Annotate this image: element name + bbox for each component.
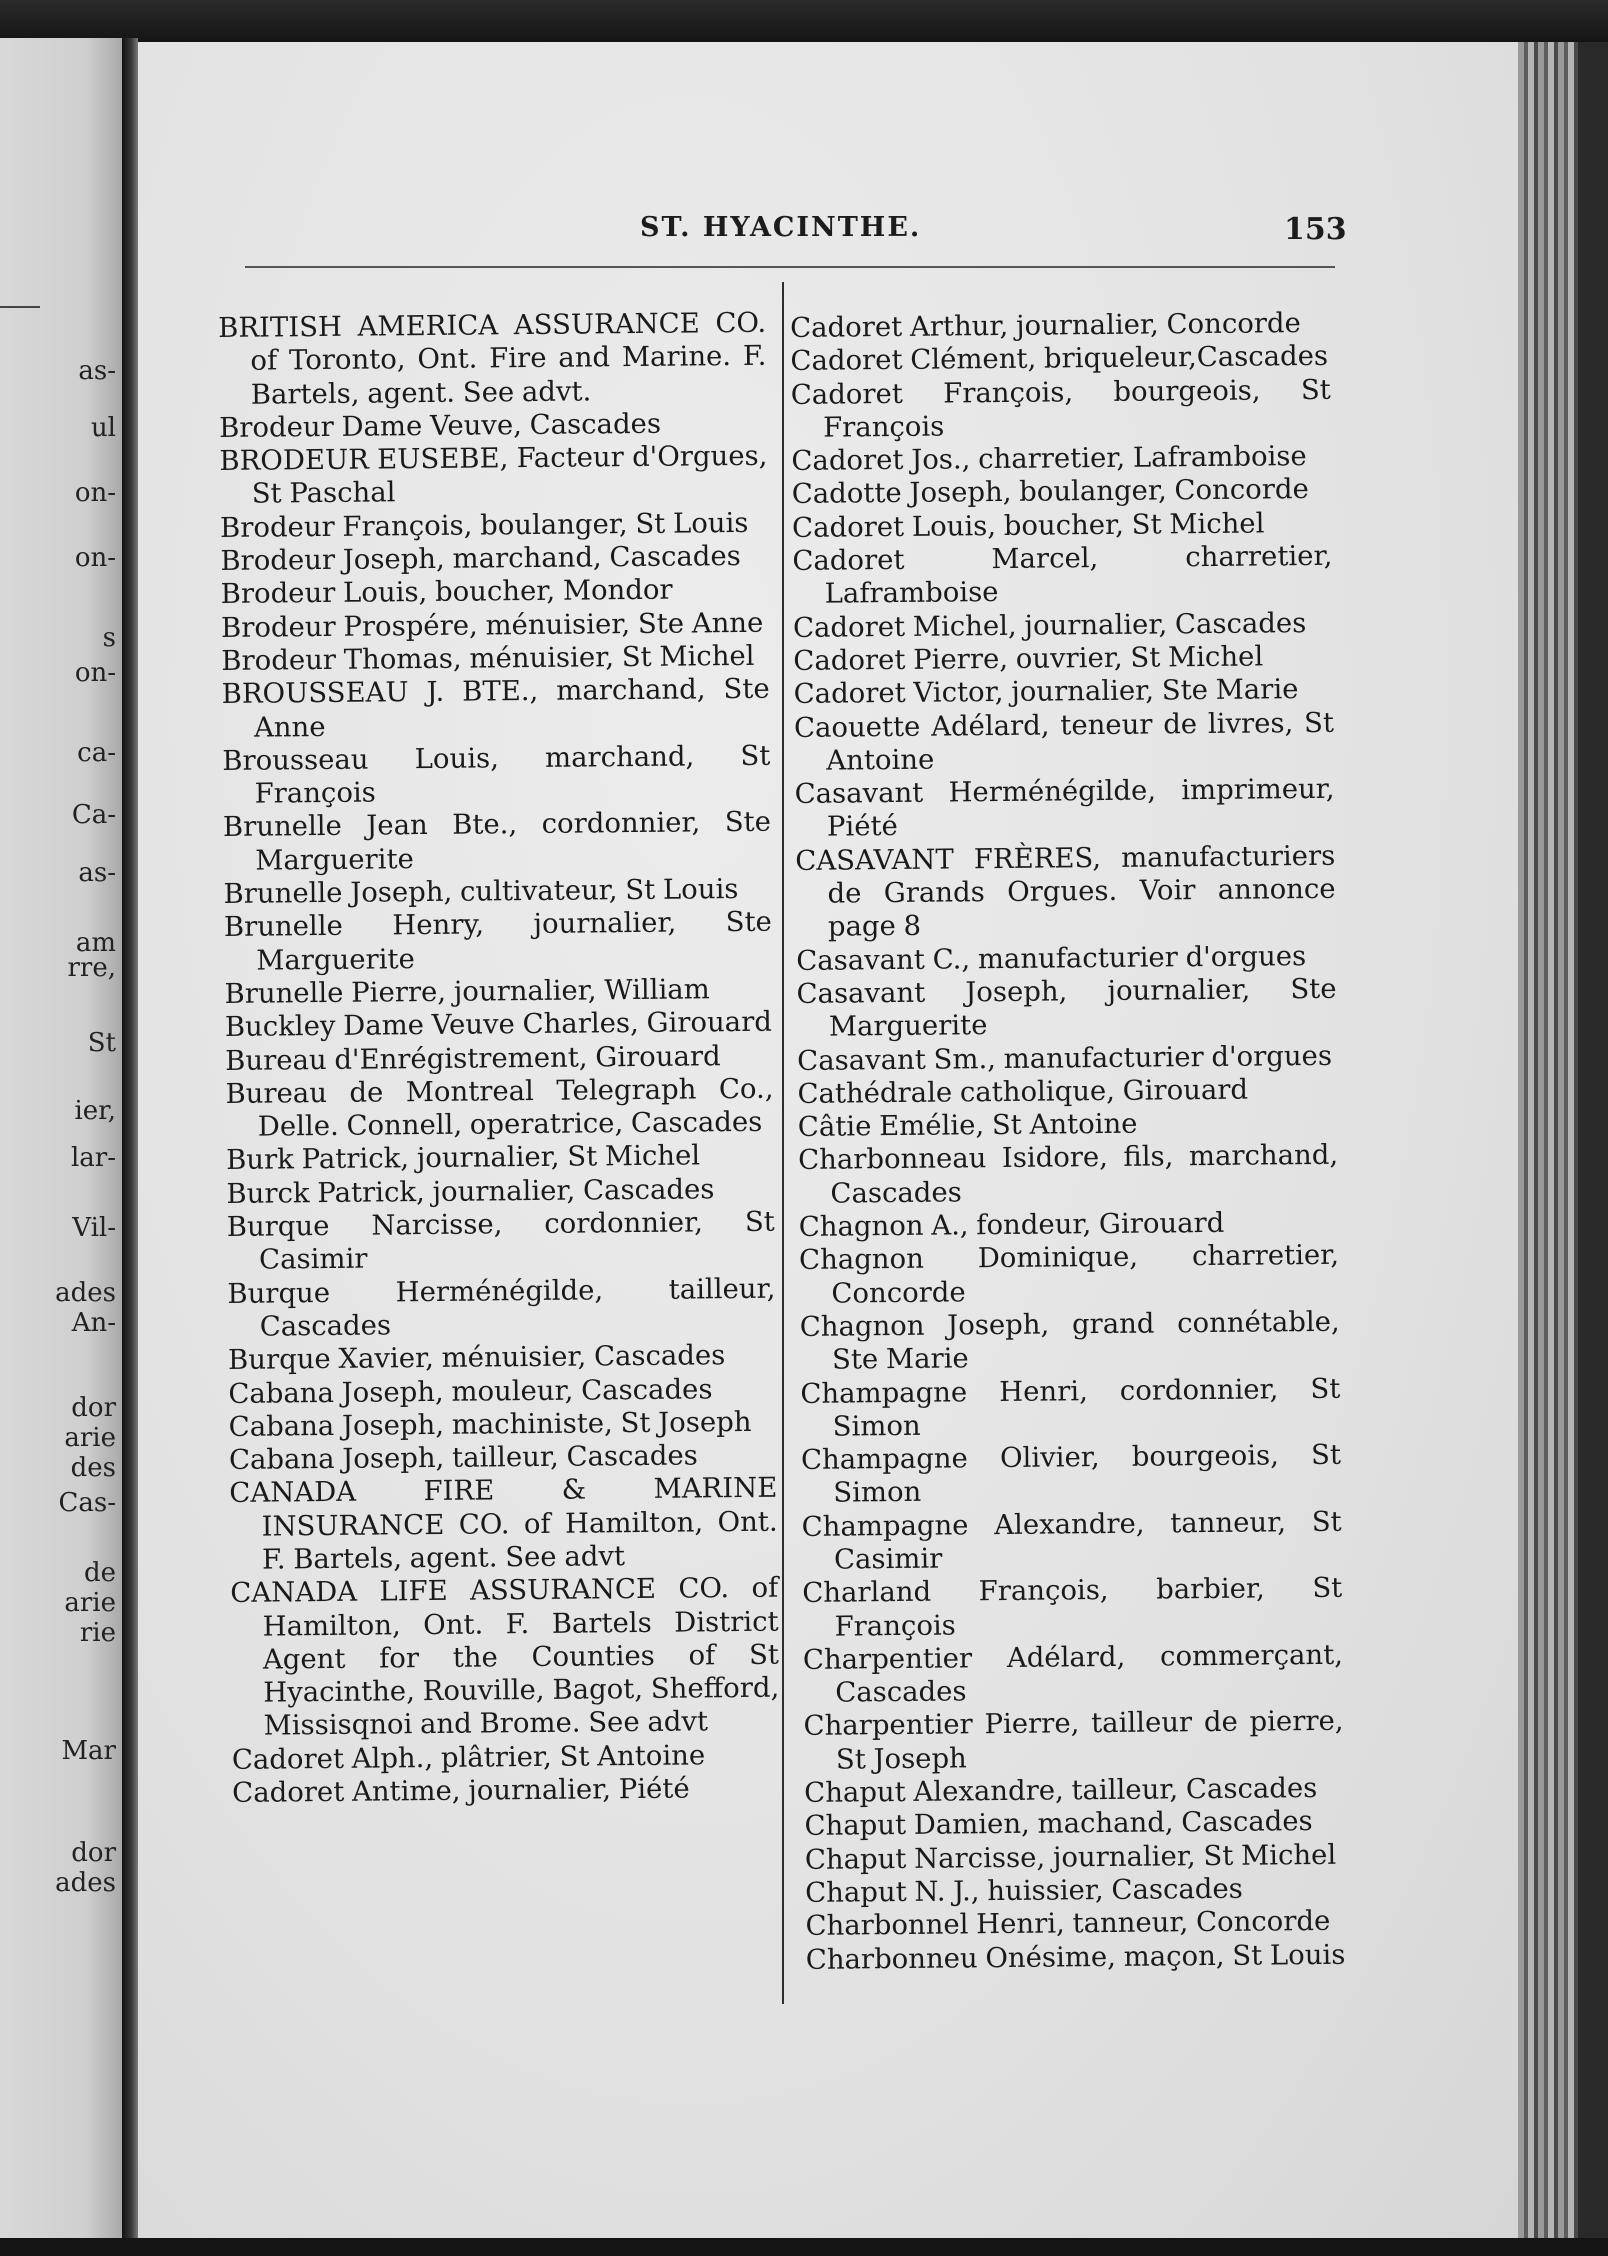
directory-entry: Cadoret Michel, journalier, Cascades — [792, 606, 1307, 644]
directory-entry: CASAVANT FRÈRES, manufacturiers de Grands Orgues. Voir annonce page 8 — [795, 839, 1336, 944]
facing-page-fragment: Ca- — [71, 800, 116, 830]
directory-entry: Cadotte Joseph, boulanger, Concorde — [791, 473, 1309, 511]
facing-page-fragment: de — [83, 1558, 116, 1588]
directory-entry: Brodeur Joseph, marchand, Cascades — [220, 540, 741, 578]
facing-page-fragment: Mar — [61, 1736, 116, 1766]
facing-page-fragment: rie — [79, 1618, 116, 1648]
directory-entry: Cabana Joseph, machiniste, St Joseph — [228, 1405, 752, 1443]
directory-entry: Charbonnel Henri, tanneur, Concorde — [805, 1905, 1331, 1943]
directory-entry: Cadoret Pierre, ouvrier, St Michel — [793, 640, 1264, 677]
left-column — [218, 307, 780, 1811]
directory-entry: Cadoret Marcel, charretier, Laframboise — [792, 539, 1333, 611]
facing-page-fragment: on- — [74, 658, 116, 688]
facing-page-fragment: s — [102, 623, 116, 653]
directory-entry: Chaput Damien, machand, Cascades — [804, 1805, 1313, 1843]
book-binding-top — [0, 0, 1608, 40]
directory-entry: Burque Narcisse, cordonnier, St Casimir — [226, 1205, 775, 1276]
directory-entry: Champagne Alexandre, tanneur, St Casimir — [801, 1505, 1342, 1576]
directory-entry: Cadoret Antime, journalier, Piété — [232, 1772, 690, 1809]
directory-entry: Burque Xavier, ménuisier, Cascades — [227, 1339, 726, 1377]
directory-entry: Cadoret Victor, journalier, Ste Marie — [793, 673, 1299, 711]
facing-page-fragment: ier, — [74, 1096, 116, 1126]
directory-entry: Burck Patrick, journalier, Cascades — [226, 1172, 715, 1210]
directory-entry: BRODEUR EUSEBE, Facteur d'Orgues, St Paschal — [219, 439, 768, 511]
directory-entry: Casavant Sm., manufacturier d'orgues — [797, 1039, 1333, 1077]
facing-page-fragment: St — [87, 1028, 116, 1058]
directory-entry: Cadoret Clément, briqueleur,Cascades — [790, 340, 1329, 378]
directory-entry: Chagnon A., fondeur, Girouard — [798, 1206, 1225, 1243]
facing-page-fragment: Vil- — [72, 1213, 116, 1243]
directory-entry: Cathédrale catholique, Girouard — [797, 1073, 1249, 1110]
facing-page-fragment: ca- — [77, 738, 116, 768]
directory-entry: Brunelle Henry, journalier, Ste Marguerite — [223, 906, 773, 977]
directory-entry: Cadoret Alph., plâtrier, St Antoine — [231, 1739, 706, 1776]
directory-entry: BROUSSEAU J. BTE., marchand, Ste Anne — [221, 672, 770, 744]
directory-entry: Charbonneau Isidore, fils, marchand, Cascades — [797, 1139, 1339, 1210]
facing-page-fragment: dor — [71, 1838, 116, 1868]
directory-entry: Brodeur Thomas, ménuisier, St Michel — [221, 639, 755, 677]
page-stack-edge — [1518, 42, 1608, 2238]
facing-page-left — [0, 38, 122, 2238]
directory-entry: Cadoret Arthur, journalier, Concorde — [790, 307, 1302, 344]
directory-entry: Brunelle Jean Bte., cordonnier, Ste Marguerite — [222, 806, 772, 877]
facing-page-fragment: on- — [74, 478, 116, 508]
facing-page-fragment: dor — [71, 1393, 116, 1423]
facing-page-fragment: ul — [90, 413, 116, 443]
directory-entry: Chaput Narcisse, journalier, St Michel — [804, 1838, 1337, 1876]
facing-page-fragment: as- — [78, 858, 116, 888]
facing-page-fragment: rre, — [67, 953, 116, 983]
directory-entry: Chagnon Dominique, charretier, Concorde — [798, 1239, 1340, 1310]
directory-entry: CANADA LIFE ASSURANCE CO. of Hamilton, Ont. F. Bartels District Agent for the Counties of St Hyacinthe, Rouville, Bagot, Shefford, Missisqnoi and Brome. See advt — [230, 1571, 780, 1743]
facing-page-fragment: arie — [64, 1588, 116, 1618]
facing-page-fragment: Cas- — [58, 1488, 116, 1518]
directory-entry: Brousseau Louis, marchand, St François — [222, 739, 771, 810]
directory-entry: Caouette Adélard, teneur de livres, St Antoine — [793, 706, 1335, 777]
directory-entry: Charbonneu Onésime, maçon, St Louis — [805, 1938, 1346, 1976]
facing-page-fragment: ades — [55, 1868, 116, 1898]
header-rule — [245, 266, 1335, 268]
running-head: ST. HYACINTHE. — [640, 212, 922, 243]
directory-entry: Brodeur François, boulanger, St Louis — [219, 506, 749, 544]
directory-entry: Burk Patrick, journalier, St Michel — [225, 1139, 701, 1177]
directory-entry: Charpentier Pierre, tailleur de pierre, St Joseph — [803, 1705, 1344, 1776]
directory-entry: CANADA FIRE & MARINE INSURANCE CO. of Hamilton, Ont. F. Bartels, agent. See advt — [229, 1472, 778, 1576]
directory-entry: BRITISH AMERICA ASSURANCE CO. of Toronto, Ont. Fire and Marine. F. Bartels, agent. See advt. — [218, 306, 767, 411]
directory-entry: Cabana Joseph, mouleur, Cascades — [228, 1372, 713, 1410]
facing-page-fragment: as- — [78, 356, 116, 386]
directory-entry: Brodeur Louis, boucher, Mondor — [220, 574, 673, 611]
directory-entry: Cadoret François, bourgeois, St François — [790, 373, 1331, 444]
facing-page-fragment: on- — [74, 543, 116, 573]
book-gutter — [122, 38, 138, 2238]
directory-entry: Charpentier Adélard, commerçant, Cascades — [802, 1638, 1344, 1709]
directory-entry: Cadoret Jos., charretier, Laframboise — [791, 440, 1307, 478]
facing-page-fragment: ades — [55, 1278, 116, 1308]
directory-entry: Burque Herménégilde, tailleur, Cascades — [227, 1272, 776, 1343]
directory-entry: Champagne Henri, cordonnier, St Simon — [800, 1372, 1341, 1443]
facing-page-fragment: arie — [64, 1423, 116, 1453]
column-divider — [782, 282, 784, 2004]
facing-page-fragment: des — [70, 1453, 116, 1483]
right-column — [790, 307, 1346, 1977]
directory-entry: Chaput N. J., huissier, Cascades — [805, 1872, 1243, 1909]
directory-entry: Bureau d'Enrégistrement, Girouard — [225, 1039, 721, 1077]
facing-page-fragment: lar- — [70, 1143, 116, 1173]
facing-page-fragment: am — [75, 928, 116, 958]
facing-page-rule — [0, 306, 40, 308]
directory-entry: Charland François, barbier, St François — [802, 1572, 1343, 1643]
directory-entry: Casavant Herménégilde, imprimeur, Piété — [794, 772, 1335, 844]
directory-entry: Cabana Joseph, tailleur, Cascades — [228, 1439, 698, 1477]
directory-entry: Casavant C., manufacturier d'orgues — [796, 939, 1307, 977]
facing-page-fragment: An- — [71, 1308, 116, 1338]
directory-entry: Brunelle Joseph, cultivateur, St Louis — [223, 873, 739, 911]
directory-entry: Bureau de Montreal Telegraph Co., Delle. Connell, operatrice, Cascades — [225, 1072, 774, 1143]
directory-entry: Casavant Joseph, journalier, Ste Marguerite — [796, 972, 1337, 1043]
directory-entry: Chaput Alexandre, tailleur, Cascades — [804, 1772, 1318, 1809]
directory-entry: Brodeur Prospére, ménuisier, Ste Anne — [220, 606, 764, 644]
page-stack-shadow — [1578, 42, 1608, 2238]
directory-entry: Brunelle Pierre, journalier, William — [224, 973, 710, 1010]
directory-entry: Buckley Dame Veuve Charles, Girouard — [224, 1005, 773, 1044]
directory-entry: Câtie Emélie, St Antoine — [797, 1107, 1138, 1144]
directory-entry: Cadoret Louis, boucher, St Michel — [791, 507, 1265, 544]
directory-entry: Champagne Olivier, bourgeois, St Simon — [800, 1438, 1342, 1510]
directory-entry: Chagnon Joseph, grand connétable, Ste Marie — [799, 1305, 1340, 1376]
page-number: 153 — [1284, 212, 1347, 247]
directory-entry: Brodeur Dame Veuve, Cascades — [218, 407, 662, 444]
